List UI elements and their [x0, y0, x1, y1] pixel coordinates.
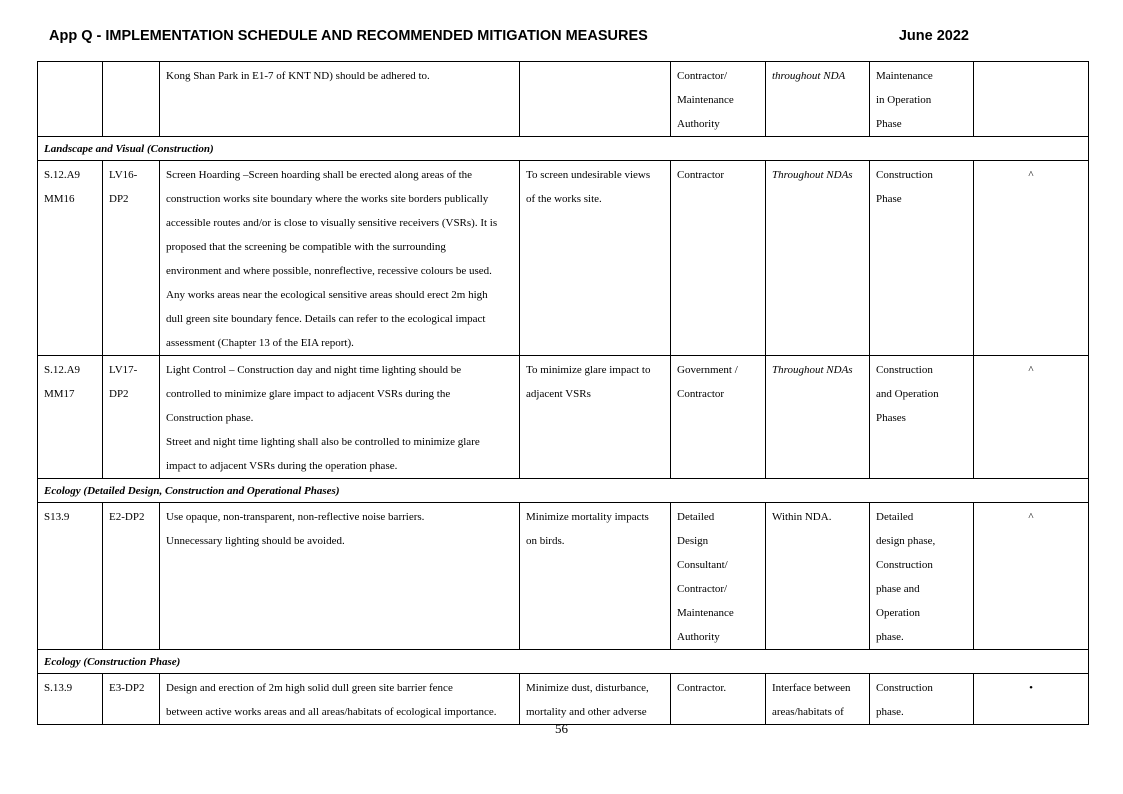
- page-header: [49, 28, 969, 48]
- mitigation-measure-cell: [160, 356, 520, 479]
- implementation-agent-cell-line: Contractor: [677, 388, 725, 400]
- location-cell-line: throughout NDA: [772, 70, 846, 82]
- objective-cell: [520, 62, 671, 137]
- timing-cell-line: Phases: [876, 412, 906, 424]
- document-title: App Q - IMPLEMENTATION SCHEDULE AND RECOMMENDED MITIGATION MEASURES: [49, 28, 648, 44]
- location-cell-line: areas/habitats of: [772, 706, 844, 718]
- mitigation-measure-cell-line: Design and erection of 2m high solid dull green site barrier fence: [166, 682, 453, 694]
- implementation-agent-cell: [671, 161, 766, 356]
- mitigation-measure-cell-line: Kong Shan Park in E1-7 of KNT ND) should be adhered to.: [166, 70, 430, 82]
- category-cell: [974, 503, 1089, 650]
- table-row: [38, 161, 1089, 356]
- eia-ref-cell: [38, 674, 103, 725]
- measure-code-cell: [103, 62, 160, 137]
- document-date: June 2022: [898, 28, 969, 44]
- mitigation-measure-cell-line: between active works areas and all areas/habitats of ecological importance.: [166, 706, 497, 718]
- implementation-agent-cell-line: Authority: [677, 118, 720, 130]
- mitigation-measure-cell-line: construction works site boundary where the works site borders publically: [166, 193, 489, 205]
- timing-cell-line: design phase,: [876, 535, 936, 547]
- timing-cell-line: phase.: [876, 631, 904, 643]
- location-cell-line: Within NDA.: [772, 511, 832, 523]
- eia-ref-cell-line: S.13.9: [44, 682, 73, 694]
- section-header-row: [38, 479, 1089, 503]
- timing-cell-line: and Operation: [876, 388, 939, 400]
- location-cell: [766, 503, 870, 650]
- mitigation-measure-cell: [160, 62, 520, 137]
- implementation-agent-cell-line: Contractor/: [677, 70, 728, 82]
- mitigation-measure-cell-line: environment and where possible, nonreflective, recessive colours be used.: [166, 265, 492, 277]
- timing-cell-line: Phase: [876, 193, 902, 205]
- eia-ref-cell-line: MM16: [44, 193, 75, 205]
- timing-cell: [870, 161, 974, 356]
- timing-cell-line: Construction: [876, 364, 933, 376]
- section-header-row: [38, 137, 1089, 161]
- objective-cell: [520, 356, 671, 479]
- implementation-schedule-table: [37, 61, 1089, 725]
- page-number: 56: [555, 721, 568, 736]
- measure-code-cell: [103, 674, 160, 725]
- location-cell: [766, 62, 870, 137]
- eia-ref-cell-line: S.12.A9: [44, 364, 81, 376]
- timing-cell: [870, 62, 974, 137]
- section-title: Ecology (Construction Phase): [38, 650, 1089, 674]
- objective-cell-line: adjacent VSRs: [526, 388, 591, 400]
- implementation-agent-cell-line: Design: [677, 535, 709, 547]
- measure-code-cell: [103, 161, 160, 356]
- measure-code-cell-line: DP2: [109, 388, 129, 400]
- mitigation-measure-cell-line: controlled to minimize glare impact to adjacent VSRs during the: [166, 388, 451, 400]
- objective-cell: [520, 161, 671, 356]
- mitigation-measure-cell-line: proposed that the screening be compatible with the surrounding: [166, 241, 446, 253]
- measure-code-cell: [103, 503, 160, 650]
- timing-cell-line: phase and: [876, 583, 920, 595]
- timing-cell: [870, 503, 974, 650]
- location-cell-line: Throughout NDAs: [772, 364, 853, 376]
- table-row: [38, 356, 1089, 479]
- objective-cell-line: Minimize mortality impacts: [526, 511, 649, 523]
- mitigation-measure-cell: [160, 503, 520, 650]
- mitigation-measure-cell-line: assessment (Chapter 13 of the EIA report).: [166, 337, 354, 349]
- mitigation-measure-cell-line: Light Control – Construction day and night time lighting should be: [166, 364, 462, 376]
- timing-cell-line: Operation: [876, 607, 920, 619]
- measure-code-cell-line: LV16-: [109, 169, 138, 181]
- implementation-agent-cell-line: Contractor: [677, 169, 725, 181]
- eia-ref-cell-line: MM17: [44, 388, 75, 400]
- category-cell: [974, 356, 1089, 479]
- implementation-agent-cell: [671, 356, 766, 479]
- objective-cell-line: of the works site.: [526, 193, 602, 205]
- mitigation-measure-cell-line: Screen Hoarding –Screen hoarding shall be erected along areas of the: [166, 169, 473, 181]
- mitigation-measure-cell-line: dull green site boundary fence. Details can refer to the ecological impact: [166, 313, 486, 325]
- mitigation-measure-cell-line: Street and night time lighting shall also be controlled to minimize glare: [166, 436, 480, 448]
- measure-code-cell-line: LV17-: [109, 364, 138, 376]
- table-row: [38, 503, 1089, 650]
- implementation-agent-cell-line: Contractor/: [677, 583, 728, 595]
- implementation-agent-cell-line: Maintenance: [677, 94, 734, 106]
- location-cell: [766, 356, 870, 479]
- implementation-agent-cell-line: Authority: [677, 631, 720, 643]
- mitigation-measure-cell-line: Any works areas near the ecological sensitive areas should erect 2m high: [166, 289, 488, 301]
- location-cell: [766, 674, 870, 725]
- implementation-agent-cell-line: Detailed: [677, 511, 715, 523]
- mitigation-measure-cell: [160, 161, 520, 356]
- timing-cell: [870, 356, 974, 479]
- timing-cell-line: Construction: [876, 682, 933, 694]
- objective-cell-line: mortality and other adverse: [526, 706, 647, 718]
- eia-ref-cell: [38, 356, 103, 479]
- timing-cell-line: Detailed: [876, 511, 914, 523]
- timing-cell: [870, 674, 974, 725]
- timing-cell-line: Construction: [876, 559, 933, 571]
- timing-cell-line: phase.: [876, 706, 904, 718]
- category-cell-line: ^: [1028, 364, 1034, 376]
- eia-ref-cell: [38, 503, 103, 650]
- implementation-agent-cell-line: Maintenance: [677, 607, 734, 619]
- category-cell: [974, 674, 1089, 725]
- category-cell: [974, 62, 1089, 137]
- timing-cell-line: Construction: [876, 169, 933, 181]
- category-cell-line: ^: [1028, 169, 1034, 181]
- section-title: Ecology (Detailed Design, Construction and Operational Phases): [38, 479, 1089, 503]
- objective-cell-line: To minimize glare impact to: [526, 364, 651, 376]
- measure-code-cell-line: E2-DP2: [109, 511, 145, 523]
- section-title: Landscape and Visual (Construction): [38, 137, 1089, 161]
- eia-ref-cell-line: S.12.A9: [44, 169, 81, 181]
- eia-ref-cell-line: S13.9: [44, 511, 70, 523]
- table-row: [38, 674, 1089, 725]
- implementation-agent-cell: [671, 674, 766, 725]
- mitigation-measure-cell: [160, 674, 520, 725]
- location-cell-line: Throughout NDAs: [772, 169, 853, 181]
- measure-code-cell: [103, 356, 160, 479]
- implementation-agent-cell-line: Consultant/: [677, 559, 728, 571]
- measure-code-cell-line: DP2: [109, 193, 129, 205]
- timing-cell-line: in Operation: [876, 94, 932, 106]
- eia-ref-cell: [38, 62, 103, 137]
- implementation-agent-cell: [671, 503, 766, 650]
- timing-cell-line: Maintenance: [876, 70, 933, 82]
- mitigation-measure-cell-line: Unnecessary lighting should be avoided.: [166, 535, 345, 547]
- implementation-agent-cell-line: Government /: [677, 364, 738, 376]
- eia-ref-cell: [38, 161, 103, 356]
- mitigation-measure-cell-line: Construction phase.: [166, 412, 254, 424]
- category-cell: [974, 161, 1089, 356]
- implementation-agent-cell-line: Contractor.: [677, 682, 727, 694]
- measure-code-cell-line: E3-DP2: [109, 682, 145, 694]
- location-cell: [766, 161, 870, 356]
- location-cell-line: Interface between: [772, 682, 851, 694]
- objective-cell-line: To screen undesirable views: [526, 169, 651, 181]
- mitigation-measure-cell-line: accessible routes and/or is close to visually sensitive receivers (VSRs). It is: [166, 217, 498, 229]
- category-cell-line: •: [1029, 682, 1033, 694]
- timing-cell-line: Phase: [876, 118, 902, 130]
- section-header-row: [38, 650, 1089, 674]
- implementation-agent-cell: [671, 62, 766, 137]
- mitigation-measure-cell-line: impact to adjacent VSRs during the operation phase.: [166, 460, 398, 472]
- table-row: [38, 62, 1089, 137]
- category-cell-line: ^: [1028, 511, 1034, 523]
- objective-cell: [520, 674, 671, 725]
- objective-cell-line: Minimize dust, disturbance,: [526, 682, 649, 694]
- objective-cell-line: on birds.: [526, 535, 565, 547]
- mitigation-measure-cell-line: Use opaque, non-transparent, non-reflective noise barriers.: [166, 511, 425, 523]
- objective-cell: [520, 503, 671, 650]
